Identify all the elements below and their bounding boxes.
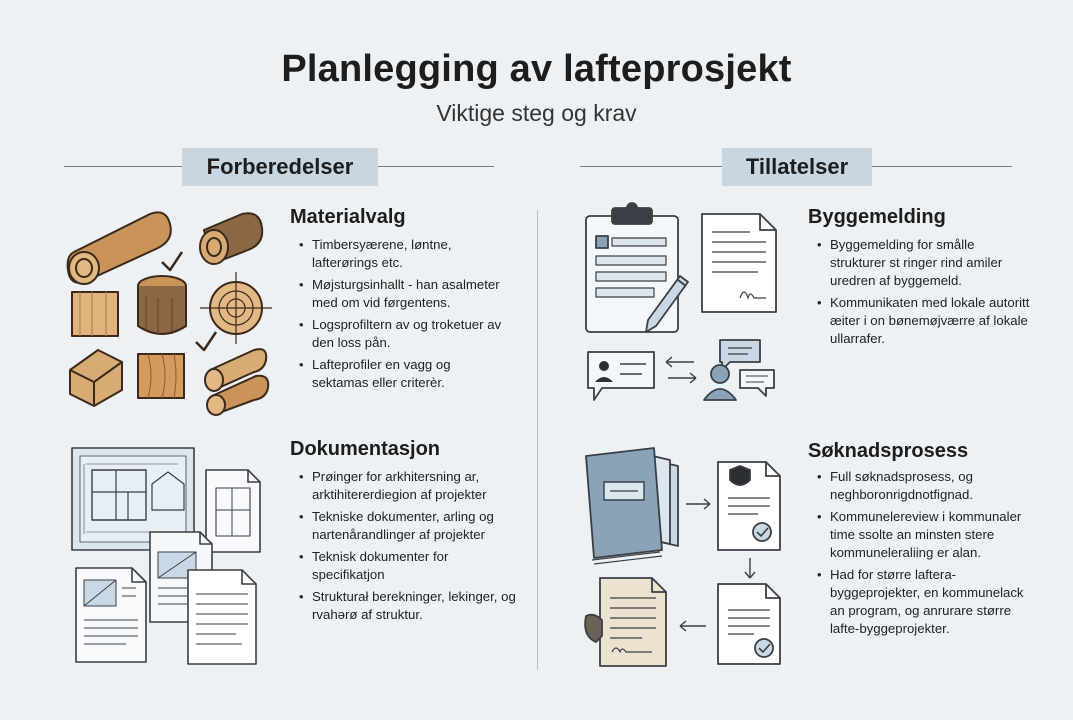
list-dokumentasjon [298,468,524,628]
list-item: • Møjsturgsinhallt - han asalmeter med om vid førgentens. [312,276,510,312]
heading-byggemelding: Byggemelding [808,206,946,228]
log-stack-icon [62,200,272,410]
materials-illustration [62,200,272,415]
heading-soknadsprosess: Søknadsprosess [808,440,969,462]
list-item: • Tekniske dokumenter, arling og nartenårandlinger af projekter [312,508,524,544]
list-item: • Had for større laftera-byggeprojekter, en kommunelack an program, og anrurare større lafte-byggeprojekter. [830,566,1036,638]
list-item: • Prøinger for arkhitersning ar, arktihitererdiegion af projekter [312,468,524,504]
clipboard-icon [582,202,792,407]
heading-dokumentasjon: Dokumentasjon [290,438,441,460]
list-item: • Kommunikaten med lokale autoritt​æiter i on bønemøjværre af lokale ullarrafer. [830,294,1030,348]
list-item: • Lafteprofiler en vagg og sektamas eller criterèr. [312,356,510,392]
documents-illustration [66,444,266,674]
list-item: • Byggemelding for smålle strukturer st ringer rind amiler uredren af byggemeld. [830,236,1030,290]
permit-illustration [582,202,792,412]
page-title: Planlegging av lafteprosjekt [281,48,792,90]
list-item: • Teknisk dokumenter for specifikatjon [312,548,524,584]
list-item: • Logsprofiltern av og troketuer av den loss pån. [312,316,510,352]
list-item: • Full søknadsprosess, og neghboronrigdnotfignad. [830,468,1036,504]
list-item: • Strukturał berekninger, lekinger, og rvahərø af struktur. [312,588,524,624]
column-divider [537,210,538,670]
list-item: • Kommunelereview i kommunaler time ssolte an minsten stere kommuneleraliing er alan. [830,508,1036,562]
folder-process-icon [582,440,792,670]
list-materialvalg [298,236,510,396]
list-item: • Timbersyærene, løntne, lafterørings etc. [312,236,510,272]
badge-tillatelser: Tillatelser [722,148,872,186]
list-soknadsprosess [816,468,1036,642]
badge-forberedelser: Forberedelser [182,148,378,186]
heading-materialvalg: Materialvalg [290,206,406,228]
page-subtitle: Viktige steg og krav [436,100,637,126]
blueprint-icon [66,444,266,669]
application-illustration [582,440,792,675]
list-byggemelding [816,236,1030,352]
